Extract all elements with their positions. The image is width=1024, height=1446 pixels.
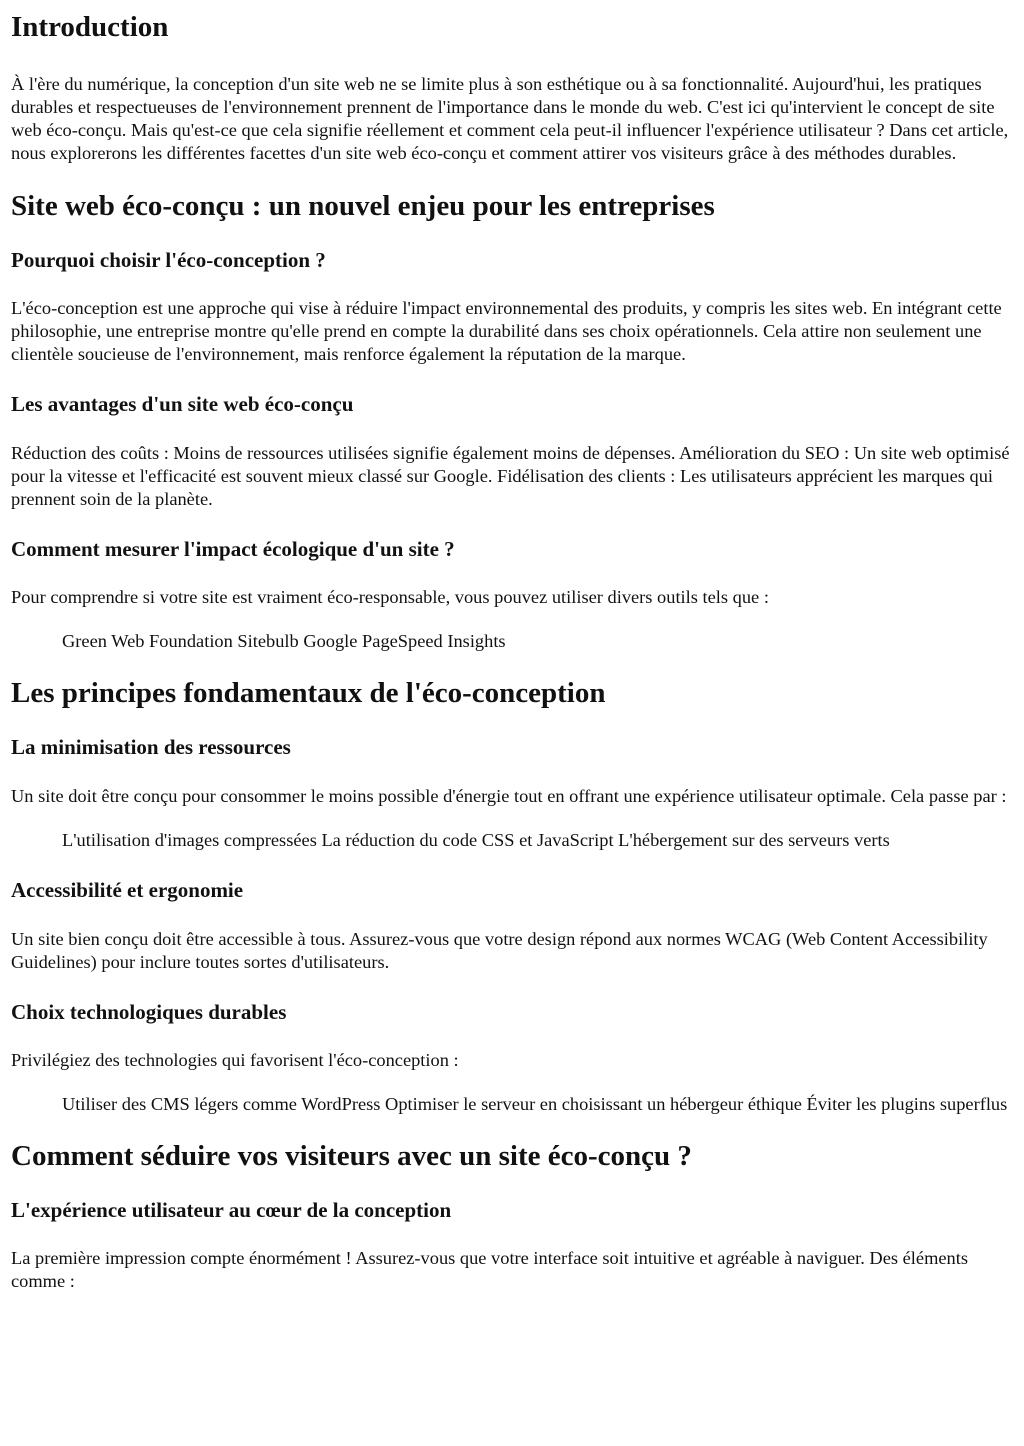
paragraph-minimisation: Un site doit être conçu pour consommer le moins possible d'énergie tout en offrant une expérience utilisateur optimale. Cela passe par : (11, 786, 1007, 806)
subheading-choix-technologiques: Choix technologiques durables (11, 1000, 287, 1024)
paragraph-avantages: Réduction des coûts : Moins de ressources utilisées signifie également moins de dépenses. Amélioration du SEO : Un site web optimisé pour la vitesse et l'efficacité est souvent mieux classé sur Google. Fidélisation des clients : Les utilisateurs apprécient les marques qui prennent soin de la planète. (11, 443, 1010, 509)
paragraph-accessibilite: Un site bien conçu doit être accessible à tous. Assurez-vous que votre design répond aux normes WCAG (Web Content Accessibility Guidelines) pour inclure toutes sortes d'utilisateurs. (11, 929, 988, 972)
subheading-experience-utilisateur: L'expérience utilisateur au cœur de la conception (11, 1198, 452, 1222)
subheading-accessibilite: Accessibilité et ergonomie (11, 878, 244, 902)
subheading-avantages: Les avantages d'un site web éco-conçu (11, 392, 354, 416)
paragraph-choix-technologiques: Privilégiez des technologies qui favorisent l'éco-conception : (11, 1050, 459, 1070)
paragraph-pourquoi: L'éco-conception est une approche qui vise à réduire l'impact environnemental des produits, y compris les sites web. En intégrant cette philosophie, une entreprise montre qu'elle prend en compte la durabilité dans ses choix opérationnels. Cela attire non seulement une clientèle soucieuse de l'environnement, mais renforce également la réputation de la marque. (11, 298, 1002, 364)
paragraph-experience-utilisateur: La première impression compte énormément ! Assurez-vous que votre interface soit intuitive et agréable à naviguer. Des éléments comme : (11, 1248, 968, 1291)
section-heading-site-eco-concu: Site web éco-conçu : un nouvel enjeu pour les entreprises (11, 190, 715, 222)
subheading-minimisation: La minimisation des ressources (11, 735, 291, 759)
subheading-mesurer: Comment mesurer l'impact écologique d'un site ? (11, 537, 455, 561)
paragraph-mesurer: Pour comprendre si votre site est vraiment éco-responsable, vous pouvez utiliser divers outils tels que : (11, 587, 769, 607)
section-heading-principes: Les principes fondamentaux de l'éco-conception (11, 677, 606, 709)
list-choix-technologiques: Utiliser des CMS légers comme WordPress Optimiser le serveur en choisissant un hébergeur éthique Éviter les plugins superflus (62, 1094, 1008, 1114)
list-minimisation: L'utilisation d'images compressées La réduction du code CSS et JavaScript L'hébergement sur des serveurs verts (62, 830, 890, 850)
subheading-pourquoi: Pourquoi choisir l'éco-conception ? (11, 248, 326, 272)
intro-heading: Introduction (11, 11, 169, 43)
section-heading-seduire: Comment séduire vos visiteurs avec un site éco-conçu ? (11, 1140, 692, 1172)
list-outils: Green Web Foundation Sitebulb Google PageSpeed Insights (62, 631, 506, 651)
intro-paragraph: À l'ère du numérique, la conception d'un site web ne se limite plus à son esthétique ou à sa fonctionnalité. Aujourd'hui, les pratiques durables et respectueuses de l'environnement prennent de l'importance dans le monde du web. C'est ici qu'intervient le concept de site web éco-conçu. Mais qu'est-ce que cela signifie réellement et comment cela peut-il influencer l'expérience utilisateur ? Dans cet article, nous explorerons les différentes facettes d'un site web éco-conçu et comment attirer vos visiteurs grâce à des méthodes durables. (11, 74, 1009, 163)
